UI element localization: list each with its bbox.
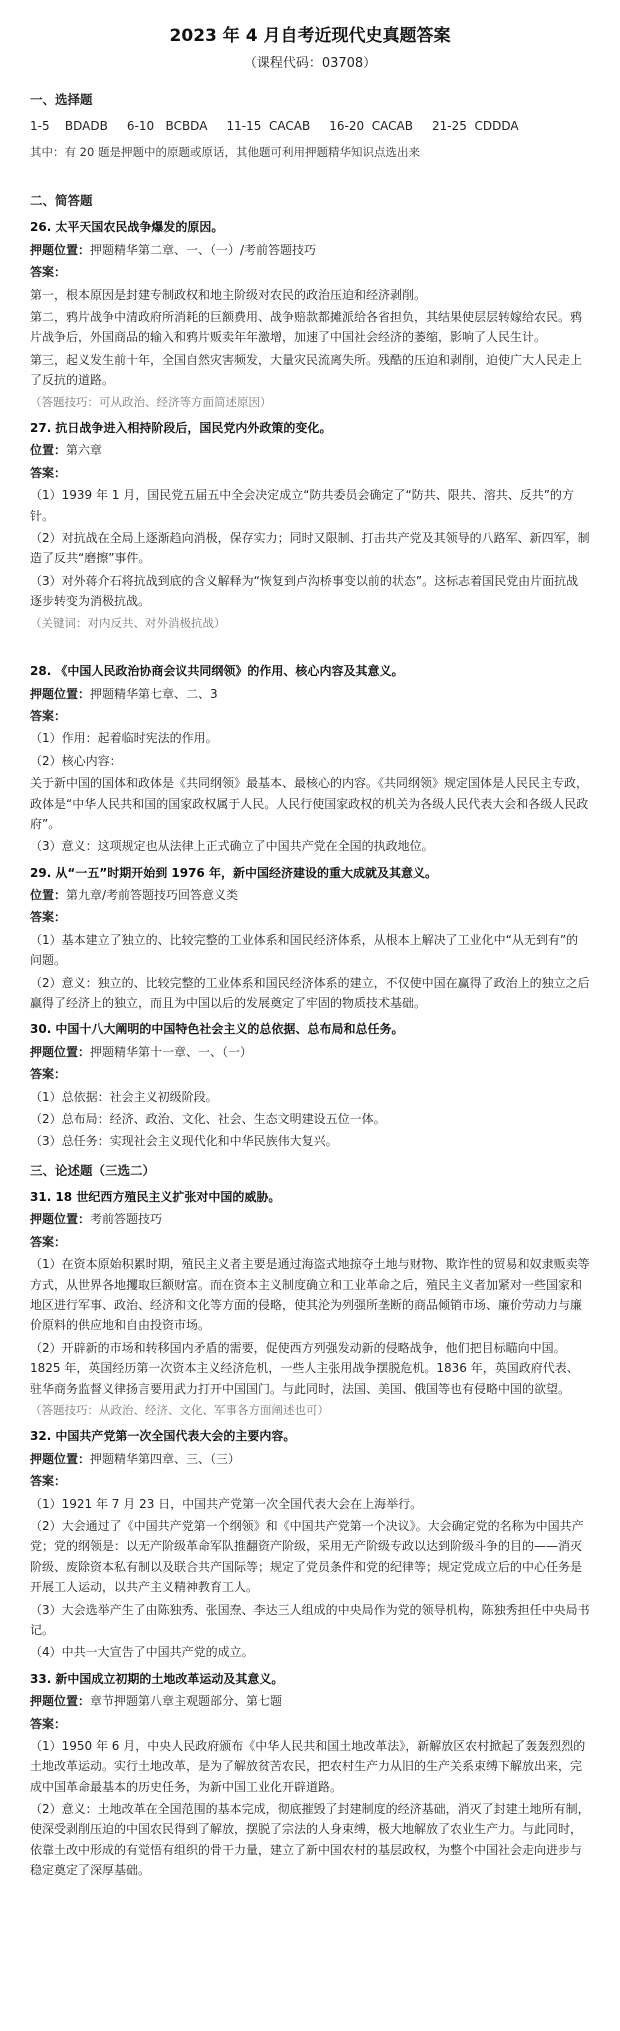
answer-paragraph: （3）大会选举产生了由陈独秀、张国焘、李达三人组成的中央局作为党的领导机构，陈独秀担任中央局书记。 — [30, 1602, 590, 1637]
answer-paragraph: （2）意义：土地改革在全国范围的基本完成，彻底摧毁了封建制度的经济基础，消灭了封建土地所有制，使深受剥削压迫的中国农民得到了解放，摆脱了宗法的人身束缚，极大地解放了农业生产力。与此同时，依靠土改中形成的有觉悟有组织的骨干力量，建立了新中国农村的基层政权，为整个中国社会走向进步与稳定奠定了深厚基础。 — [30, 1802, 590, 1878]
position-line — [30, 240, 590, 260]
answer-paragraph: （2）核心内容： — [30, 753, 122, 768]
position-text: 押题精华第四章、三、（三） — [90, 1451, 241, 1466]
section-heading-essay: 三、论述题（三选二） — [30, 1162, 156, 1178]
answer-label: 答案： — [30, 265, 67, 280]
answer-paragraph: （1）基本建立了独立的、比较完整的工业体系和国民经济体系，从根本上解决了工业化中“从无到有”的问题。 — [30, 932, 579, 968]
position-label: 押题位置： — [30, 686, 91, 701]
answer-label: 答案： — [30, 465, 67, 480]
answer-paragraph: （2）意义：独立的、比较完整的工业体系和国民经济体系的建立，不仅使中国在赢得了政治上的独立之后赢得了经济上的独立，而且为中国以后的发展奠定了牢固的物质技术基础。 — [30, 975, 590, 1011]
answer-paragraph: （1）1939 年 1 月，国民党五届五中全会决定成立“防共委员会确定了“防共、限共、溶共、反共”的方针。 — [30, 488, 574, 523]
course-code: （课程代码：03708） — [243, 55, 377, 71]
position-text: 押题精华第十一章、一、（一） — [90, 1044, 253, 1059]
position-text: 押题精华第七章、二、3 — [90, 686, 218, 701]
answer-paragraph: 第二，鸦片战争中清政府所消耗的巨额费用、战争赔款都摊派给各省担负，其结果使层层转嫁给农民。鸦片战争后，外国商品的输入和鸦片贩卖年年激增，加速了中国社会经济的萎缩，影响了人民生计。 — [30, 309, 583, 345]
position-line — [30, 1449, 590, 1469]
position-label: 押题位置： — [30, 1451, 91, 1466]
answer-paragraph: （3）总任务：实现社会主义现代化和中华民族伟大复兴。 — [30, 1134, 338, 1149]
spacer — [30, 635, 590, 655]
question-block — [30, 1426, 590, 1662]
answer-paragraph: （2）总布局：经济、政治、文化、社会、生态文明建设五位一体。 — [30, 1111, 386, 1126]
question-title: 33. 新中国成立初期的土地改革运动及其意义。 — [30, 1671, 284, 1686]
question-title: 26. 太平天国农民战争爆发的原因。 — [30, 220, 224, 235]
answer-paragraph: 第三，起义发生前十年，全国自然灾害频发，大量灾民流离失所。残酷的压迫和剥削，迫使广大人民走上了反抗的道路。 — [30, 352, 583, 388]
answer-paragraph: （1）1950 年 6 月，中央人民政府颁布《中华人民共和国土地改革法》，新解放区农村掀起了轰轰烈烈的土地改革运动。实行土地改革，是为了解放贫苦农民，把农村生产力从旧的生产关系束缚下解放出来，完成中国革命最基本的历史任务，为新中国工业化开辟道路。 — [30, 1738, 586, 1794]
question-title: 31. 18 世纪西方殖民主义扩张对中国的威胁。 — [30, 1190, 281, 1204]
spacer — [30, 162, 590, 182]
answer-paragraph: （2）开辟新的市场和转移国内矛盾的需要，促使西方列强发动新的侵略战争，他们把目标瞄向中国。1825 年，英国经历第一次资本主义经济危机，一些人主张用战争摆脱危机。1836 年，英国政府代表、驻华商务监督义律扬言要用武力打开中国国门。与此同时，法国、美国、俄国等也有侵略中国的欲望。 — [30, 1340, 579, 1396]
section-heading-short: 二、简答题 — [30, 193, 93, 209]
question-block — [30, 1019, 590, 1151]
question-block — [30, 418, 590, 655]
position-line — [30, 1209, 590, 1229]
answer-label: 答案： — [30, 708, 67, 723]
choice-note: 其中：有 20 题是押题中的原题或原话，其他题可利用押题精华知识点选出来 — [30, 144, 420, 159]
answer-paragraph: （2）对抗战在全局上逐渐趋向消极，保存实力；同时又限制、打击共产党及其领导的八路军、新四军，制造了反共“磨擦”事件。 — [30, 531, 590, 566]
position-label: 位置： — [30, 443, 67, 458]
section-heading-choice: 一、选择题 — [30, 91, 93, 107]
answer-label: 答案： — [30, 1234, 67, 1249]
position-label: 押题位置： — [30, 1694, 91, 1709]
answer-paragraph: （1）在资本原始积累时期，殖民主义者主要是通过海盗式地掠夺土地与财物、欺诈性的贸易和奴隶贩卖等方式，从世界各地攫取巨额财富。而在资本主义制度确立和工业革命之后，殖民主义者加紧对一些国家和地区进行军事、政治、经济和文化等方面的侵略，使其沦为列强所垄断的商品倾销市场、廉价劳动力与廉价原料的供应地和自由投资市场。 — [30, 1257, 590, 1333]
essay-questions — [30, 1187, 590, 1881]
position-line — [30, 1691, 590, 1711]
page-title: 2023 年 4 月自考近现代史真题答案 — [169, 26, 451, 46]
question-block — [30, 661, 590, 857]
question-title: 30. 中国十八大阐明的中国特色社会主义的总依据、总布局和总任务。 — [30, 1022, 404, 1037]
question-block — [30, 1669, 590, 1881]
position-text: 第六章 — [66, 443, 103, 458]
position-label: 位置： — [30, 888, 67, 903]
question-title: 27. 抗日战争进入相持阶段后，国民党内外政策的变化。 — [30, 421, 332, 436]
question-title: 28. 《中国人民政治协商会议共同纲领》的作用、核心内容及其意义。 — [30, 664, 404, 679]
position-line — [30, 440, 590, 460]
choice-answers: 1-5 BDADB 6-10 BCBDA 11-15 CACAB 16-20 CACAB 21-25 CDDDA — [30, 119, 519, 134]
short-questions — [30, 217, 590, 1151]
answer-label: 答案： — [30, 910, 67, 925]
answer-paragraph: （3）对外蒋介石将抗战到底的含义解释为“恢复到卢沟桥事变以前的状态”。这标志着国民党由片面抗战逐步转变为消极抗战。 — [30, 573, 579, 609]
answer-label: 答案： — [30, 1067, 67, 1082]
answer-label: 答案： — [30, 1716, 67, 1731]
question-block — [30, 217, 590, 412]
answer-paragraph: （1）作用：起着临时宪法的作用。 — [30, 731, 218, 746]
answer-tip: （关键词：对内反共、对外消极抗战） — [30, 615, 226, 630]
answer-paragraph: 关于新中国的国体和政体是《共同纲领》最基本、最核心的内容。《共同纲领》规定国体是人民民主专政，政体是“中华人民共和国的国家政权属于人民。人民行使国家政权的机关为各级人民代表大会和各级人民政府”。 — [30, 776, 589, 831]
position-text: 押题精华第二章、一、（一）/考前答题技巧 — [90, 242, 317, 257]
position-line — [30, 885, 590, 905]
answer-tip: （答题技巧：可从政治、经济等方面简述原因） — [30, 394, 272, 409]
answer-tip: （答题技巧：从政治、经济、文化、军事各方面阐述也可） — [30, 1402, 329, 1417]
position-line — [30, 684, 590, 704]
question-title: 32. 中国共产党第一次全国代表大会的主要内容。 — [30, 1429, 296, 1444]
answer-paragraph: （1）总依据：社会主义初级阶段。 — [30, 1089, 218, 1104]
position-text: 章节押题第八章主观题部分、第七题 — [90, 1694, 283, 1709]
answer-paragraph: （4）中共一大宣告了中国共产党的成立。 — [30, 1645, 254, 1660]
position-text: 第九章/考前答题技巧回答意义类 — [66, 888, 239, 903]
question-title: 29. 从“一五”时期开始到 1976 年，新中国经济建设的重大成就及其意义。 — [30, 865, 437, 880]
question-block — [30, 1187, 590, 1420]
answer-paragraph: （3）意义：这项规定也从法律上正式确立了中国共产党在全国的执政地位。 — [30, 839, 434, 854]
position-label: 押题位置： — [30, 1044, 91, 1059]
position-label: 押题位置： — [30, 242, 91, 257]
position-label: 押题位置： — [30, 1212, 91, 1227]
position-line — [30, 1042, 590, 1062]
position-text: 考前答题技巧 — [90, 1212, 163, 1227]
answer-paragraph: （1）1921 年 7 月 23 日，中国共产党第一次全国代表大会在上海举行。 — [30, 1496, 423, 1511]
question-block — [30, 863, 590, 1014]
answer-label: 答案： — [30, 1474, 67, 1489]
answer-paragraph: 第一，根本原因是封建专制政权和地主阶级对农民的政治压迫和经济剥削。 — [30, 287, 427, 302]
answer-paragraph: （2）大会通过了《中国共产党第一个纲领》和《中国共产党第一个决议》。大会确定党的名称为中国共产党；党的纲领是：以无产阶级革命军队推翻资产阶级，采用无产阶级专政以达到阶级斗争的目的——消灭阶级、废除资本私有制以及联合共产国际等；规定了党员条件和党的纪律等；规定党成立后的中心任务是开展工人运动，以共产主义精神教育工人。 — [30, 1519, 584, 1595]
